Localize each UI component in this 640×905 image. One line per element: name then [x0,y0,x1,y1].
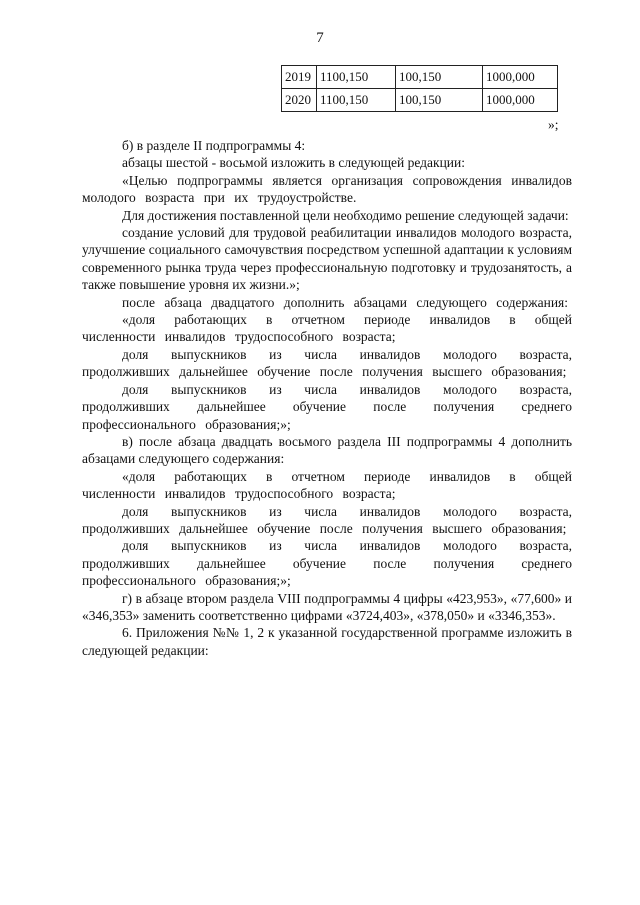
table-cell: 100,150 [396,89,483,112]
paragraph-item-6: 6. Приложения №№ 1, 2 к указанной государственной программе изложить в следующей редакции: [82,625,572,658]
paragraph-section-v: в) после абзаца двадцать восьмого раздела III подпрограммы 4 дополнить абзацами следующего содержания: [82,433,572,467]
closing-quote: »; [548,117,559,132]
table-cell-year: 2020 [282,89,317,112]
paragraph-indicator: доля выпускников из числа инвалидов молодого возраста, продолживших дальнейшее обучение после получения высшего образования; [82,346,572,380]
budget-table [281,65,558,112]
table-cell: 1000,000 [483,89,558,112]
paragraph-section-g: г) в абзаце втором раздела VIII подпрограммы 4 цифры «423,953», «77,600» и «346,353» заменить соответственно цифрами «3724,403», «378,050» и «3346,353». [82,590,572,623]
table-cell-year: 2019 [282,66,317,89]
table-cell: 1000,000 [483,66,558,89]
table-row [282,66,558,89]
paragraph: после абзаца двадцатого дополнить абзацами следующего содержания: [122,294,569,310]
paragraph: абзацы шестой - восьмой изложить в следующей редакции: [122,155,466,171]
table-cell-total: 1100,150 [317,89,396,112]
document-body [82,137,572,659]
paragraph-indicator: доля выпускников из числа инвалидов молодого возраста, продолживших дальнейшее обучение после получения среднего профессионального образования;»; [82,381,572,432]
table-cell-total: 1100,150 [317,66,396,89]
table-row [282,89,558,112]
paragraph-indicator: доля выпускников из числа инвалидов молодого возраста, продолживших дальнейшее обучение после получения высшего образования; [82,503,572,536]
paragraph-indicator: «доля работающих в отчетном периоде инвалидов в общей численности инвалидов трудоспособного возраста; [82,312,572,345]
paragraph: Для достижения поставленной цели необходимо решение следующей задачи: [122,207,569,223]
paragraph-indicator: «доля работающих в отчетном периоде инвалидов в общей численности инвалидов трудоспособного возраста; [82,468,572,502]
paragraph-indicator: доля выпускников из числа инвалидов молодого возраста, продолживших дальнейшее обучение после получения среднего профессионального образования;»; [82,538,572,589]
page-number: 7 [316,30,324,46]
table-cell: 100,150 [396,66,483,89]
paragraph-section-b: б) в разделе II подпрограммы 4: [122,138,306,153]
paragraph-task: создание условий для трудовой реабилитации инвалидов молодого возраста, улучшение социального самочувствия посредством успешной адаптации к условиям современного рынка труда через профессиональную подготовку и трудозанятость, а также повышение уровня их жизни.»; [82,225,572,293]
paragraph-goal: «Целью подпрограммы является организация сопровождения инвалидов молодого возраста при их трудоустройстве. [82,172,572,206]
